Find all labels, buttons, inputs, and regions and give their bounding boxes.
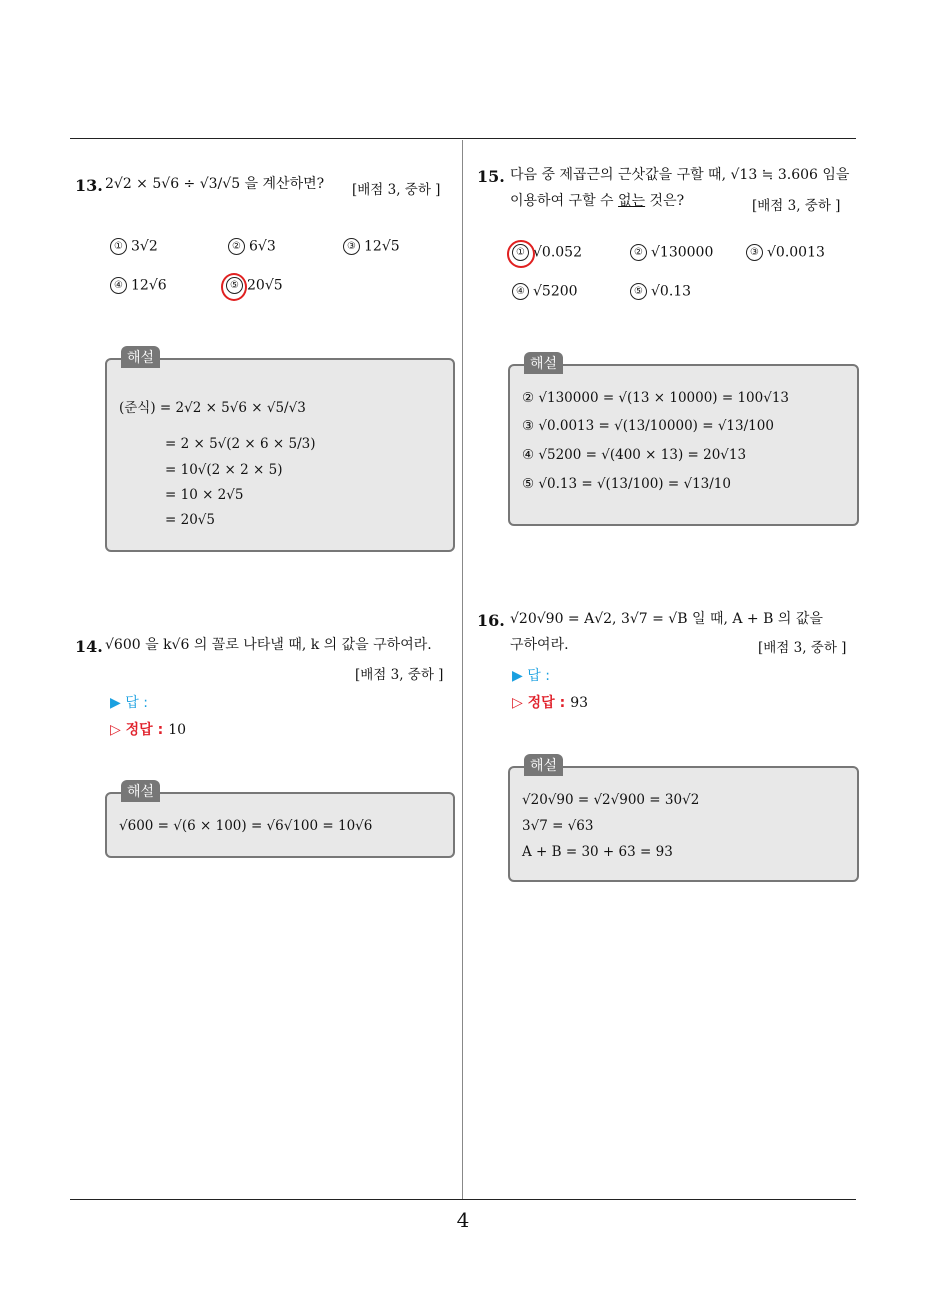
explanation-tag: 해설	[121, 780, 160, 802]
option-number: ①	[512, 244, 529, 261]
question-number: 16.	[477, 611, 505, 630]
option-number: ②	[228, 238, 245, 255]
question-stem: √20√90 = A√2, 3√7 = √B 일 때, A + B 의 값을	[510, 611, 823, 627]
question-stem: √600 을 k√6 의 꼴로 나타낼 때, k 의 값을 구하여라.	[105, 637, 432, 653]
correct-answer-label: ▷ 정답 :	[512, 695, 566, 711]
question-stem-line-2	[510, 188, 684, 214]
option-4[interactable]	[110, 277, 167, 294]
explanation-line: √600 = √(6 × 100) = √6√100 = 10√6	[119, 818, 373, 834]
answer-label: ▶ 답 :	[110, 695, 148, 711]
question-stem: 다음 중 제곱근의 근삿값을 구할 때, √13 ≒ 3.606 임을	[510, 167, 850, 183]
question-number: 14.	[75, 637, 103, 656]
explanation-line: ② √130000 = √(13 × 10000) = 100√13	[522, 390, 790, 406]
score-label: [배점 3, 중하 ]	[758, 640, 847, 656]
score-label: [배점 3, 중하 ]	[352, 182, 441, 198]
question-number: 15.	[477, 167, 505, 186]
explanation-line: A + B = 30 + 63 = 93	[522, 844, 673, 860]
option-text: 6√3	[249, 238, 276, 255]
question-number: 13.	[75, 176, 103, 195]
option-5[interactable]	[630, 283, 691, 300]
option-text: √5200	[533, 283, 578, 300]
option-text: √0.13	[651, 283, 692, 300]
score-label: [배점 3, 중하 ]	[355, 667, 444, 683]
option-text: √130000	[651, 244, 714, 261]
explanation-box	[105, 350, 455, 552]
option-3[interactable]	[746, 244, 825, 261]
correct-answer-value: 10	[168, 722, 187, 738]
option-number: ⑤	[226, 277, 243, 294]
explanation-box	[105, 784, 455, 858]
option-2[interactable]	[630, 244, 713, 261]
explanation-line: = 20√5	[165, 512, 215, 528]
correct-answer-label: ▷ 정답 :	[110, 722, 164, 738]
explanation-line: ③ √0.0013 = √(13/10000) = √13/100	[522, 418, 774, 434]
option-text: 20√5	[247, 277, 283, 294]
question-stem-line-2: 구하여라.	[510, 637, 569, 653]
explanation-tag: 해설	[524, 352, 563, 374]
correct-answer	[110, 719, 186, 739]
answer-mark-icon	[507, 240, 535, 268]
option-number: ②	[630, 244, 647, 261]
option-text: 3√2	[131, 238, 158, 255]
explanation-line: √20√90 = √2√900 = 30√2	[522, 792, 700, 808]
option-text: √0.052	[533, 244, 582, 261]
option-number: ④	[512, 283, 529, 300]
option-2[interactable]	[228, 238, 276, 255]
explanation-line: = 10√(2 × 2 × 5)	[165, 462, 283, 478]
correct-answer	[512, 692, 588, 712]
stem-text: 것은?	[645, 193, 685, 209]
explanation-tag: 해설	[524, 754, 563, 776]
explanation-line: ④ √5200 = √(400 × 13) = 20√13	[522, 447, 747, 463]
explanation-line: = 10 × 2√5	[165, 487, 244, 503]
answer-mark-icon	[221, 273, 247, 301]
option-3[interactable]	[343, 238, 400, 255]
explanation-line: = 2 × 5√(2 × 6 × 5/3)	[165, 436, 316, 452]
explanation-line: 3√7 = √63	[522, 818, 594, 834]
explanation-box	[508, 356, 859, 526]
option-text: √0.0013	[767, 244, 825, 261]
option-4[interactable]	[512, 283, 578, 300]
score-label: [배점 3, 중하 ]	[752, 198, 841, 214]
question-stem: 2√2 × 5√6 ÷ √3/√5 을 계산하면?	[105, 176, 325, 192]
column-divider	[462, 140, 463, 1200]
explanation-line: (준식) = 2√2 × 5√6 × √5/√3	[119, 400, 306, 416]
option-1[interactable]	[110, 238, 158, 255]
option-text: 12√6	[131, 277, 167, 294]
page-number: 4	[456, 1208, 470, 1232]
explanation-box	[508, 758, 859, 882]
top-rule	[70, 138, 856, 139]
option-number: ⑤	[630, 283, 647, 300]
option-number: ③	[343, 238, 360, 255]
stem-emphasis: 없는	[618, 193, 646, 209]
correct-answer-value: 93	[570, 695, 589, 711]
stem-text: 이용하여 구할 수	[510, 193, 619, 209]
answer-label: ▶ 답 :	[512, 668, 550, 684]
option-number: ④	[110, 277, 127, 294]
explanation-line: ⑤ √0.13 = √(13/100) = √13/10	[522, 476, 731, 492]
explanation-tag: 해설	[121, 346, 160, 368]
bottom-rule	[70, 1199, 856, 1200]
option-text: 12√5	[364, 238, 400, 255]
option-number: ③	[746, 244, 763, 261]
option-number: ①	[110, 238, 127, 255]
